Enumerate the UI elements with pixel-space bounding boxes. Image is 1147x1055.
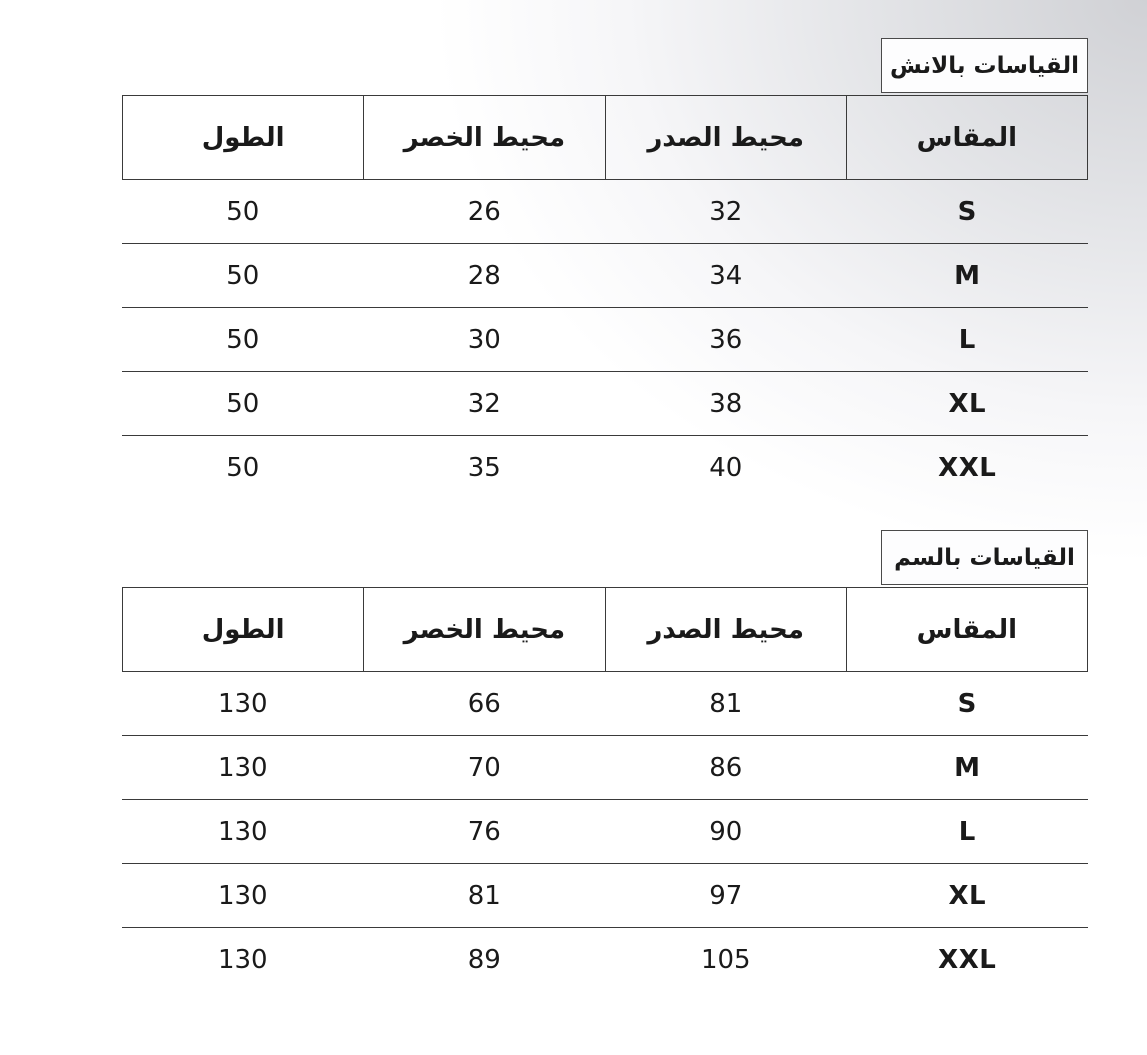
waist-cell: 81 [467, 880, 501, 911]
table-header-row [122, 587, 1088, 672]
chest-cell: 86 [709, 752, 743, 783]
table-header-row [122, 95, 1088, 180]
size-cell: L [958, 816, 976, 847]
header-length: الطول [123, 96, 364, 179]
cm-table-title-label: القياسات بالسم [894, 544, 1075, 571]
waist-cell: 89 [467, 945, 501, 975]
inches-table-title-label: القياسات بالانش [889, 52, 1080, 79]
chest-cell: 90 [709, 816, 743, 847]
waist-cell: 70 [467, 752, 501, 783]
table-row [122, 864, 1088, 928]
length-cell: 130 [217, 752, 268, 783]
header-size: المقاس [916, 122, 1018, 153]
size-cell: XL [948, 880, 987, 911]
header-waist: محيط الخصر [364, 96, 605, 179]
size-chart-page [0, 38, 1147, 1055]
length-cell: 130 [217, 880, 268, 911]
inches-table-title [881, 38, 1088, 93]
header-chest: محيط الصدر [606, 96, 847, 179]
length-cell: 50 [226, 196, 260, 227]
chest-cell: 81 [709, 688, 743, 719]
length-cell: 50 [226, 388, 260, 419]
table-row [122, 244, 1088, 308]
table-row [122, 180, 1088, 244]
length-cell: 50 [226, 260, 260, 291]
header-length: الطول [123, 588, 364, 671]
size-cell: XL [948, 388, 987, 419]
table-row [122, 672, 1088, 736]
waist-cell: 32 [467, 388, 501, 419]
cm-size-table [122, 587, 1088, 992]
waist-cell: 28 [467, 260, 501, 291]
size-cell: S [957, 196, 977, 227]
length-cell: 130 [217, 816, 268, 847]
table-row [122, 736, 1088, 800]
header-waist: محيط الخصر [364, 588, 605, 671]
length-cell: 50 [226, 324, 260, 355]
waist-cell: 26 [467, 196, 501, 227]
length-cell: 130 [217, 688, 268, 719]
size-cell: M [954, 752, 981, 783]
size-cell: XXL [938, 945, 997, 975]
header-chest: محيط الصدر [606, 588, 847, 671]
table-row [122, 928, 1088, 992]
waist-cell: 30 [467, 324, 501, 355]
chest-cell: 38 [709, 388, 743, 419]
chest-cell: 34 [709, 260, 743, 291]
table-row [122, 800, 1088, 864]
size-cell: S [957, 688, 977, 719]
chest-cell: 105 [700, 945, 751, 975]
table-row [122, 308, 1088, 372]
size-cell: L [958, 324, 976, 355]
waist-cell: 76 [467, 816, 501, 847]
inches-size-table [122, 95, 1088, 500]
waist-cell: 35 [467, 453, 501, 483]
cm-table-title [881, 530, 1088, 585]
chest-cell: 36 [709, 324, 743, 355]
chest-cell: 32 [709, 196, 743, 227]
table-row [122, 372, 1088, 436]
waist-cell: 66 [467, 688, 501, 719]
size-cell: XXL [938, 453, 997, 483]
length-cell: 50 [226, 453, 260, 483]
header-size: المقاس [916, 614, 1018, 645]
chest-cell: 97 [709, 880, 743, 911]
chest-cell: 40 [709, 453, 743, 483]
size-cell: M [954, 260, 981, 291]
length-cell: 130 [217, 945, 268, 975]
table-row [122, 436, 1088, 500]
